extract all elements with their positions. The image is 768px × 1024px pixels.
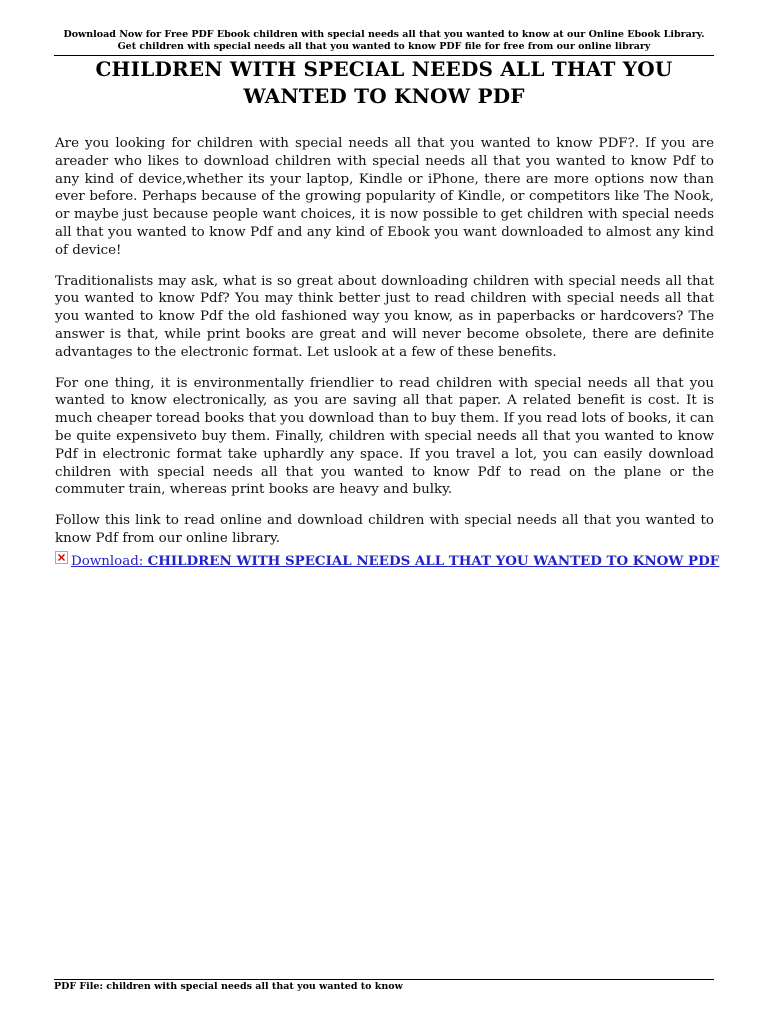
page-title: CHILDREN WITH SPECIAL NEEDS ALL THAT YOU WANTED TO KNOW PDF <box>95 57 673 108</box>
download-link[interactable] <box>71 554 719 569</box>
paragraph-benefits: For one thing, it is environmentally friendlier to read children with special needs all that you wanted to know electronically, as you are saving all that paper. A related benefit is cost. It is much cheaper toread books that you download than to buy them. If you read lots of books, it can be quite expensiveto buy them. Finally, children with special needs all that you wanted to know Pdf in electronic format take uphardly any space. If you travel a lot, you can easily download children with special needs all that you wanted to know Pdf to read on the plane or the commuter train, whereas print books are heavy and bulky. <box>55 375 714 498</box>
download-row <box>55 551 735 571</box>
footer-divider <box>54 979 714 980</box>
download-link-title: CHILDREN WITH SPECIAL NEEDS ALL THAT YOU WANTED TO KNOW PDF <box>147 553 720 569</box>
footer-note: PDF File: children with special needs all that you wanted to know <box>54 981 403 992</box>
header-note: Download Now for Free PDF Ebook children with special needs all that you wanted to know at our Online Ebook Library. Get children with special needs all that you wanted to know PDF file for free from our online library <box>63 29 705 52</box>
paragraph-traditionalists: Traditionalists may ask, what is so great about downloading children with special needs all that you wanted to know Pdf? You may think better just to read children with special needs all that you wanted to know Pdf the old fashioned way you know, as in paperbacks or hardcovers? The answer is that, while print books are great and will never become obsolete, there are definite advantages to the electronic format. Let uslook at a few of these benefits. <box>55 273 714 360</box>
broken-image-icon <box>55 551 68 564</box>
paragraph-intro: Are you looking for children with special needs all that you wanted to know PDF?. If you are areader who likes to download children with special needs all that you wanted to know Pdf to any kind of device,whether its your laptop, Kindle or iPhone, there are more options now than ever before. Perhaps because of the growing popularity of Kindle, or competitors like The Nook, or maybe just because people want choices, it is now possible to get children with special needs all that you wanted to know Pdf and any kind of Ebook you want downloaded to almost any kind of device! <box>55 136 714 258</box>
download-link-prefix: Download: <box>71 554 148 569</box>
article-body <box>55 135 714 561</box>
paragraph-follow-link: Follow this link to read online and download children with special needs all that you wanted to know Pdf from our online library. <box>55 513 714 546</box>
